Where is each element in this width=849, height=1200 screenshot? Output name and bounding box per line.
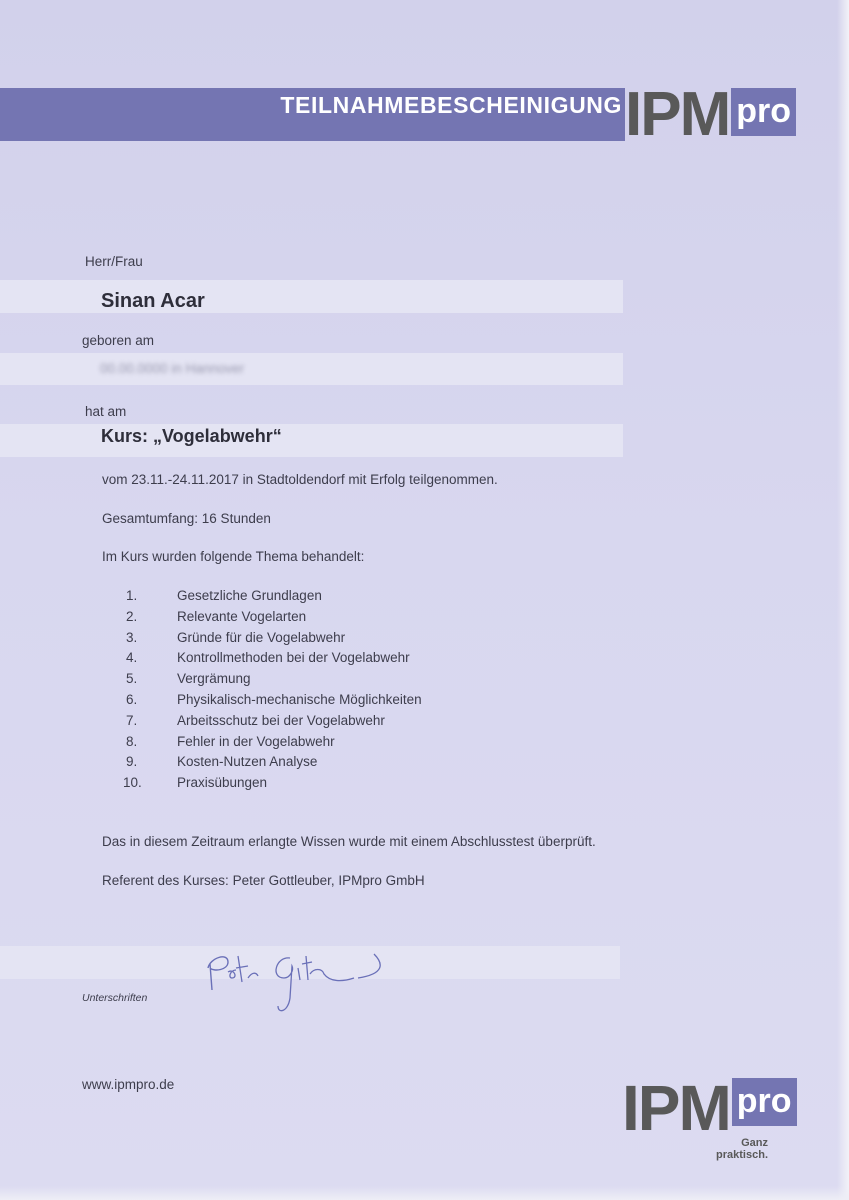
born-label: geboren am <box>82 333 155 348</box>
list-item: 4. Kontrollmethoden bei der Vogelabwehr <box>126 650 410 666</box>
total-scope: Gesamtumfang: 16 Stunden <box>102 511 271 526</box>
logo-tagline: Ganz praktisch. <box>716 1137 768 1161</box>
logo-ipm-text: IPM <box>622 1072 730 1144</box>
salutation-label: Herr/Frau <box>85 254 143 269</box>
signature-mark <box>198 938 398 1018</box>
list-item: 7. Arbeitsschutz bei der Vogelabwehr <box>126 712 385 728</box>
birth-field-bar <box>0 353 623 385</box>
website-url: www.ipmpro.de <box>82 1077 175 1092</box>
signatures-label: Unterschriften <box>82 992 148 1004</box>
course-field-bar <box>0 424 623 457</box>
participant-name: Sinan Acar <box>101 290 205 312</box>
list-item: 9. Kosten-Nutzen Analyse <box>126 754 318 770</box>
exam-note: Das in diesem Zeitraum erlangte Wissen wurde mit einem Abschlusstest überprüft. <box>102 834 596 849</box>
page-edge-bottom <box>0 1186 849 1200</box>
birth-info: 00.00.0000 in Hannover <box>100 361 245 376</box>
topics-intro: Im Kurs wurden folgende Thema behandelt: <box>102 549 365 564</box>
attended-label: hat am <box>85 404 127 419</box>
name-field-bar <box>0 280 623 313</box>
course-title: Kurs: „Vogelabwehr“ <box>101 426 282 446</box>
list-item: 1. Gesetzliche Grundlagen <box>126 588 322 603</box>
page-edge-right <box>837 0 849 1200</box>
list-item: 8. Fehler in der Vogelabwehr <box>126 733 335 749</box>
ipmpro-logo-header <box>625 80 796 149</box>
topics-list <box>123 586 422 794</box>
list-item: 2. Relevante Vogelarten <box>126 608 307 624</box>
course-dates-line: vom 23.11.-24.11.2017 in Stadtoldendorf mit Erfolg teilgenommen. <box>102 472 498 487</box>
ipmpro-logo-footer <box>622 1072 797 1144</box>
list-item: 3. Gründe für die Vogelabwehr <box>126 629 346 645</box>
logo-pro-text: pro <box>732 1078 797 1126</box>
logo-ipm-text: IPM <box>625 80 730 149</box>
list-item: 10. Praxisübungen <box>123 775 268 791</box>
list-item: 5. Vergrämung <box>126 671 251 687</box>
certificate-title: TEILNAHMEBESCHEINIGUNG <box>280 92 622 118</box>
referent-line: Referent des Kurses: Peter Gottleuber, IPMpro GmbH <box>102 873 425 888</box>
list-item: 6. Physikalisch-mechanische Möglichkeiten <box>126 691 422 707</box>
logo-pro-text: pro <box>731 88 796 136</box>
